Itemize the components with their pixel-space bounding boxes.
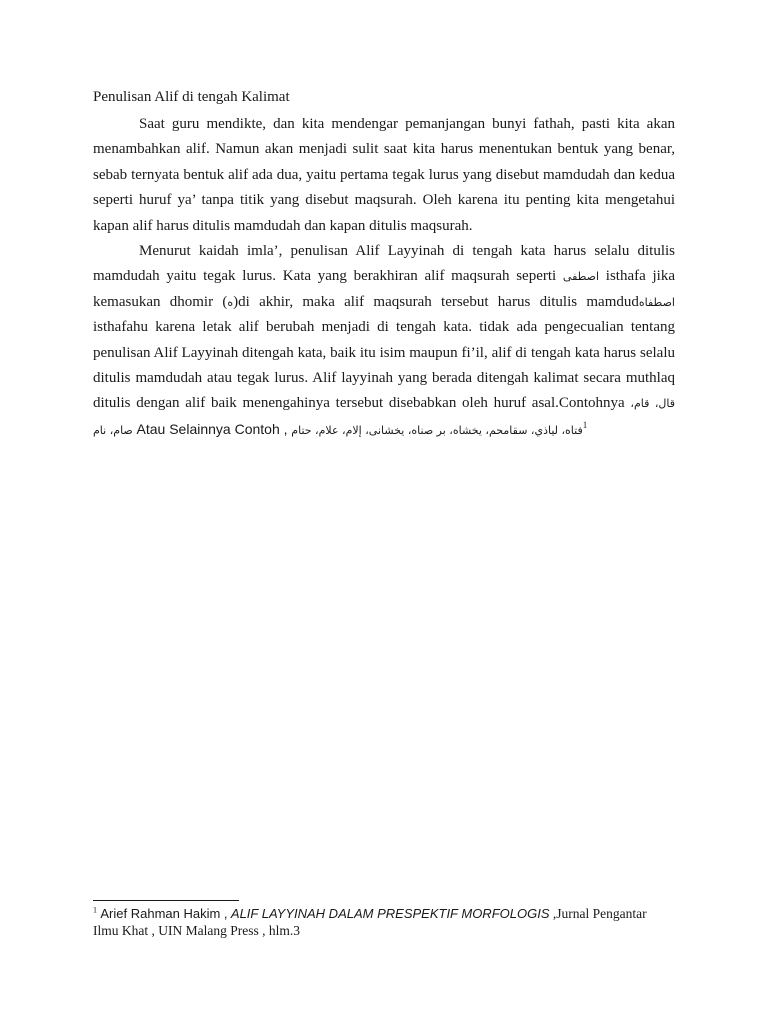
paragraph-2-text-2: isthafa jika kemasukan dhomir ( [93,268,675,310]
section-heading: Penulisan Alif di tengah Kalimat [93,89,290,105]
arabic-word-isthafahu: اصطفاه [638,295,675,309]
arabic-examples-2: فتاه، لياذي، سقامحم، يخشاه، بر صناه، يخشانى، إلام، علام، حتام [291,423,583,437]
arabic-letter-ha: ه [227,295,234,309]
footnote-separator [93,900,239,901]
paragraph-2-text-3: )di akhir, maka alif maqsurah tersebut harus ditulis mamdud [233,293,639,310]
footnote-publication: ,Jurnal Pengantar [552,906,647,921]
body-text [93,112,675,443]
paragraph-2-text-5: Atau Selainnya Contoh , [136,420,288,437]
arabic-word-isthafa: اصطفى [562,270,600,284]
footnote-reference[interactable]: 1 [582,419,588,430]
paragraph-1: Saat guru mendikte, dan kita mendengar pemanjangan bunyi fathah, pasti kita akan menambahkan alif. Namun akan menjadi sulit saat kita harus menentukan bentuk yang benar, sebab ternyata bentuk alif ada dua, yaitu pertama tegak lurus yang disebut mamdudah dan kedua seperti huruf ya’ tanpa titik yang disebut maqsurah. Oleh karena itu penting kita mengetahui kapan alif harus ditulis mamdudah dan kapan ditulis maqsurah. [93,116,675,234]
footnote-line-1 [93,905,683,922]
footnote-number: 1 [93,905,97,915]
footnote-line-2: Ilmu Khat , UIN Malang Press , hlm.3 [93,923,300,938]
arabic-examples-1: قال، قام، صام، نام [93,397,676,437]
paragraph-2 [93,239,675,443]
paragraph-2-text-1: Menurut kaidah imla’, penulisan Alif Layyinah di tengah kata harus selalu ditulis mamdudah yaitu tegak lurus. Kata yang berakhiran alif maqsurah seperti [93,243,675,285]
footnote [93,905,683,939]
footnote-author: Arief Rahman Hakim , [100,906,228,921]
footnote-title: ALIF LAYYINAH DALAM PRESPEKTIF MORFOLOGIS [230,906,550,921]
paragraph-2-text-4: isthafahu karena letak alif berubah menjadi di tengah kata. tidak ada pengecualian tentang penulisan Alif Layyinah ditengah kata, baik itu isim maupun fi’il, alif di tengah kata harus selalu ditulis mamdudah atau tegak lurus. Alif layyinah yang berada ditengah kalimat secara muthlaq ditulis dengan alif baik menengahinya tersebut disebabkan oleh huruf asal.Contohnya [93,319,675,412]
